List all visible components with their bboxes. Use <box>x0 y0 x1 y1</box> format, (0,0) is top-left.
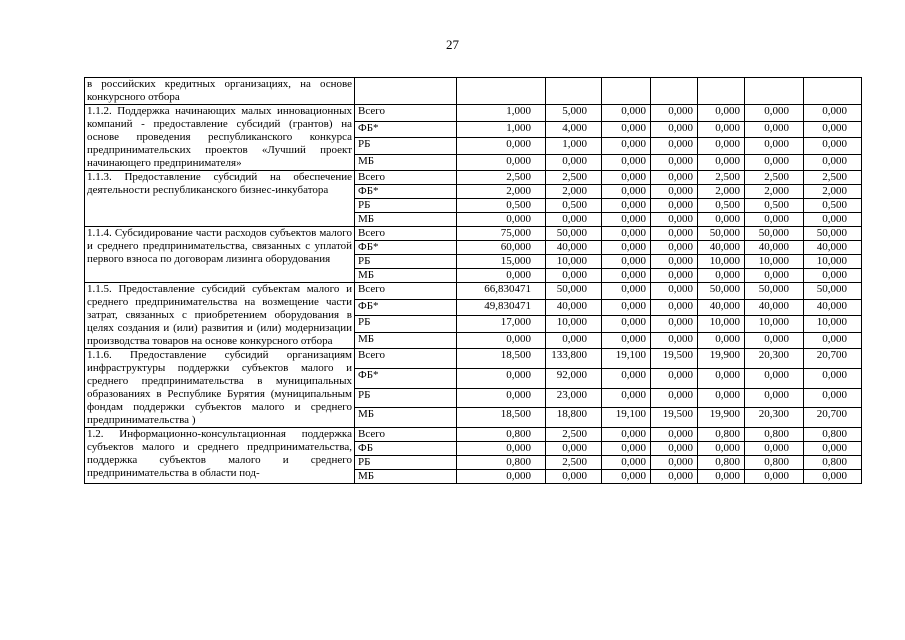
amount-cell: 0,000 <box>457 269 546 283</box>
measure-description: в российских кредитных организациях, на основе конкурсного отбора <box>85 78 355 105</box>
funding-source <box>355 78 457 105</box>
amount-cell: 0,000 <box>804 138 862 155</box>
amount-cell: 2,500 <box>546 171 602 185</box>
amount-cell: 20,300 <box>745 408 804 428</box>
amount-cell: 0,500 <box>546 199 602 213</box>
amount-cell: 133,800 <box>546 349 602 369</box>
amount-cell <box>457 78 546 105</box>
amount-cell: 10,000 <box>745 255 804 269</box>
amount-cell: 19,500 <box>651 349 698 369</box>
amount-cell: 0,000 <box>698 470 745 484</box>
amount-cell: 0,000 <box>804 154 862 171</box>
amount-cell <box>546 78 602 105</box>
amount-cell: 0,000 <box>457 332 546 349</box>
funding-source: РБ <box>355 255 457 269</box>
amount-cell: 19,100 <box>602 349 651 369</box>
amount-cell: 17,000 <box>457 316 546 333</box>
amount-cell: 40,000 <box>546 299 602 316</box>
amount-cell: 0,000 <box>546 213 602 227</box>
amount-cell: 0,000 <box>804 105 862 122</box>
funding-source: ФБ* <box>355 185 457 199</box>
amount-cell: 0,000 <box>651 442 698 456</box>
amount-cell: 0,000 <box>745 121 804 138</box>
table-row <box>85 349 862 369</box>
amount-cell: 0,000 <box>546 442 602 456</box>
amount-cell: 49,830471 <box>457 299 546 316</box>
amount-cell: 0,800 <box>698 428 745 442</box>
amount-cell: 0,000 <box>698 269 745 283</box>
amount-cell: 0,000 <box>651 121 698 138</box>
amount-cell: 2,000 <box>804 185 862 199</box>
amount-cell: 0,000 <box>602 154 651 171</box>
funding-source: РБ <box>355 316 457 333</box>
measure-description: 1.2. Информационно-консультационная поддержка субъектов малого и среднего предпринимательства, поддержка субъектов малого и среднего предпринимательства в области под- <box>85 428 355 484</box>
amount-cell: 0,000 <box>602 388 651 408</box>
amount-cell <box>698 78 745 105</box>
amount-cell: 0,000 <box>698 121 745 138</box>
amount-cell: 0,000 <box>698 368 745 388</box>
amount-cell: 0,000 <box>651 255 698 269</box>
amount-cell: 0,000 <box>745 154 804 171</box>
amount-cell: 0,000 <box>457 368 546 388</box>
amount-cell <box>602 78 651 105</box>
amount-cell: 0,000 <box>804 121 862 138</box>
amount-cell <box>651 78 698 105</box>
amount-cell: 0,000 <box>698 332 745 349</box>
amount-cell: 2,000 <box>698 185 745 199</box>
amount-cell: 50,000 <box>698 227 745 241</box>
amount-cell: 19,900 <box>698 408 745 428</box>
amount-cell: 50,000 <box>745 227 804 241</box>
funding-source: Всего <box>355 283 457 300</box>
amount-cell: 0,000 <box>745 442 804 456</box>
amount-cell: 0,000 <box>546 470 602 484</box>
amount-cell: 2,000 <box>546 185 602 199</box>
amount-cell: 0,500 <box>745 199 804 213</box>
amount-cell: 0,000 <box>546 332 602 349</box>
amount-cell: 2,000 <box>457 185 546 199</box>
amount-cell: 0,000 <box>651 105 698 122</box>
amount-cell: 40,000 <box>804 241 862 255</box>
amount-cell: 1,000 <box>457 121 546 138</box>
amount-cell: 0,000 <box>457 213 546 227</box>
amount-cell: 40,000 <box>745 241 804 255</box>
amount-cell: 10,000 <box>804 316 862 333</box>
amount-cell: 0,000 <box>602 105 651 122</box>
amount-cell: 75,000 <box>457 227 546 241</box>
amount-cell: 0,000 <box>651 154 698 171</box>
amount-cell: 1,000 <box>546 138 602 155</box>
amount-cell: 0,000 <box>745 332 804 349</box>
amount-cell: 23,000 <box>546 388 602 408</box>
funding-source: МБ <box>355 154 457 171</box>
amount-cell: 10,000 <box>698 316 745 333</box>
amount-cell: 50,000 <box>698 283 745 300</box>
amount-cell: 0,800 <box>698 456 745 470</box>
amount-cell: 2,500 <box>745 171 804 185</box>
amount-cell: 40,000 <box>546 241 602 255</box>
amount-cell: 0,000 <box>698 213 745 227</box>
amount-cell: 0,000 <box>546 154 602 171</box>
amount-cell: 4,000 <box>546 121 602 138</box>
amount-cell: 18,800 <box>546 408 602 428</box>
amount-cell: 0,000 <box>745 388 804 408</box>
amount-cell: 40,000 <box>745 299 804 316</box>
measure-description: 1.1.6. Предоставление субсидий организациям инфраструктуры поддержки субъектов малого и среднего предпринимательства в муниципальных образованиях в Республике Бурятия (муниципальным фондам поддержки субъектов малого и среднего предпринимательства ) <box>85 349 355 428</box>
amount-cell: 0,000 <box>804 213 862 227</box>
amount-cell: 19,900 <box>698 349 745 369</box>
amount-cell: 10,000 <box>546 255 602 269</box>
amount-cell: 0,000 <box>698 442 745 456</box>
amount-cell: 0,000 <box>457 138 546 155</box>
amount-cell: 10,000 <box>698 255 745 269</box>
amount-cell: 10,000 <box>804 255 862 269</box>
amount-cell: 0,000 <box>651 470 698 484</box>
amount-cell: 0,500 <box>698 199 745 213</box>
funding-source: МБ <box>355 332 457 349</box>
amount-cell: 2,500 <box>546 428 602 442</box>
measure-description: 1.1.5. Предоставление субсидий субъектам малого и среднего предпринимательства на возмещение части затрат, связанных с приобретением оборудования в целях создания и (или) развития и (или) модернизации производства товаров на основе конкурсного отбора <box>85 283 355 349</box>
amount-cell: 0,800 <box>804 428 862 442</box>
amount-cell: 0,000 <box>804 442 862 456</box>
amount-cell: 60,000 <box>457 241 546 255</box>
amount-cell: 0,000 <box>602 138 651 155</box>
amount-cell: 0,500 <box>457 199 546 213</box>
amount-cell: 0,000 <box>745 105 804 122</box>
amount-cell: 50,000 <box>745 283 804 300</box>
funding-source: РБ <box>355 388 457 408</box>
table-row <box>85 171 862 185</box>
table-row <box>85 105 862 122</box>
page-number: 27 <box>446 37 459 52</box>
measure-description: 1.1.4. Субсидирование части расходов субъектов малого и среднего предпринимательства, связанных с уплатой первого взноса по договорам лизинга оборудования <box>85 227 355 283</box>
amount-cell: 0,000 <box>546 269 602 283</box>
amount-cell: 0,800 <box>457 428 546 442</box>
amount-cell: 0,000 <box>651 185 698 199</box>
amount-cell: 0,000 <box>651 283 698 300</box>
amount-cell: 0,000 <box>602 269 651 283</box>
amount-cell: 0,000 <box>651 138 698 155</box>
amount-cell: 0,800 <box>745 428 804 442</box>
amount-cell: 2,500 <box>804 171 862 185</box>
amount-cell: 0,000 <box>745 368 804 388</box>
amount-cell: 0,500 <box>804 199 862 213</box>
funding-source: Всего <box>355 349 457 369</box>
amount-cell: 0,000 <box>457 154 546 171</box>
amount-cell: 0,000 <box>602 121 651 138</box>
amount-cell: 0,000 <box>602 316 651 333</box>
funding-source: РБ <box>355 199 457 213</box>
table-row <box>85 227 862 241</box>
amount-cell: 18,500 <box>457 349 546 369</box>
measure-description: 1.1.2. Поддержка начинающих малых инновационных компаний - предоставление субсидий (грантов) на основе проведения республиканского конкурса предпринимательских проектов «Лучший проект начинающего предпринимателя» <box>85 105 355 171</box>
budget-table <box>84 77 862 484</box>
amount-cell: 66,830471 <box>457 283 546 300</box>
funding-source: МБ <box>355 269 457 283</box>
measure-description: 1.1.3. Предоставление субсидий на обеспечение деятельности республиканского бизнес-инкубатора <box>85 171 355 227</box>
amount-cell: 20,300 <box>745 349 804 369</box>
amount-cell: 2,500 <box>457 171 546 185</box>
amount-cell: 19,500 <box>651 408 698 428</box>
amount-cell: 0,000 <box>698 138 745 155</box>
amount-cell: 10,000 <box>546 316 602 333</box>
amount-cell: 0,000 <box>602 185 651 199</box>
amount-cell: 40,000 <box>698 241 745 255</box>
amount-cell: 0,000 <box>602 299 651 316</box>
funding-source: МБ <box>355 408 457 428</box>
amount-cell: 2,000 <box>745 185 804 199</box>
amount-cell: 0,000 <box>457 442 546 456</box>
amount-cell: 0,000 <box>651 316 698 333</box>
amount-cell: 0,000 <box>804 269 862 283</box>
amount-cell: 0,000 <box>804 388 862 408</box>
amount-cell: 15,000 <box>457 255 546 269</box>
amount-cell: 0,000 <box>602 442 651 456</box>
table-row <box>85 78 862 105</box>
amount-cell: 0,000 <box>651 368 698 388</box>
amount-cell: 0,000 <box>602 283 651 300</box>
amount-cell: 2,500 <box>546 456 602 470</box>
funding-source: МБ <box>355 470 457 484</box>
amount-cell: 0,000 <box>602 213 651 227</box>
amount-cell: 0,000 <box>698 388 745 408</box>
amount-cell: 0,000 <box>602 255 651 269</box>
amount-cell: 0,000 <box>804 470 862 484</box>
amount-cell: 0,000 <box>651 213 698 227</box>
funding-source: РБ <box>355 138 457 155</box>
amount-cell: 0,000 <box>745 213 804 227</box>
amount-cell: 0,000 <box>804 368 862 388</box>
amount-cell: 0,000 <box>651 227 698 241</box>
funding-source: ФБ* <box>355 241 457 255</box>
amount-cell: 0,000 <box>651 456 698 470</box>
amount-cell: 0,800 <box>804 456 862 470</box>
amount-cell: 0,000 <box>602 368 651 388</box>
funding-source: Всего <box>355 105 457 122</box>
funding-source: РБ <box>355 456 457 470</box>
amount-cell: 50,000 <box>804 227 862 241</box>
amount-cell: 0,000 <box>602 171 651 185</box>
amount-cell: 2,500 <box>698 171 745 185</box>
amount-cell: 0,000 <box>745 138 804 155</box>
amount-cell: 0,000 <box>698 105 745 122</box>
amount-cell: 40,000 <box>804 299 862 316</box>
funding-source: ФБ* <box>355 368 457 388</box>
amount-cell: 0,000 <box>457 388 546 408</box>
amount-cell: 0,000 <box>651 332 698 349</box>
amount-cell: 0,000 <box>745 269 804 283</box>
amount-cell: 50,000 <box>546 283 602 300</box>
amount-cell: 0,000 <box>651 199 698 213</box>
amount-cell: 0,000 <box>651 428 698 442</box>
amount-cell: 0,000 <box>651 388 698 408</box>
funding-source: Всего <box>355 227 457 241</box>
funding-source: ФБ <box>355 442 457 456</box>
amount-cell: 19,100 <box>602 408 651 428</box>
amount-cell: 18,500 <box>457 408 546 428</box>
amount-cell: 0,800 <box>457 456 546 470</box>
amount-cell: 20,700 <box>804 349 862 369</box>
amount-cell: 0,000 <box>602 332 651 349</box>
amount-cell <box>745 78 804 105</box>
amount-cell: 50,000 <box>804 283 862 300</box>
amount-cell: 20,700 <box>804 408 862 428</box>
amount-cell: 10,000 <box>745 316 804 333</box>
amount-cell: 1,000 <box>457 105 546 122</box>
amount-cell: 0,000 <box>651 171 698 185</box>
amount-cell: 0,000 <box>457 470 546 484</box>
amount-cell: 0,000 <box>602 456 651 470</box>
amount-cell: 0,000 <box>745 470 804 484</box>
amount-cell: 92,000 <box>546 368 602 388</box>
amount-cell: 5,000 <box>546 105 602 122</box>
funding-source: ФБ* <box>355 299 457 316</box>
amount-cell: 0,000 <box>602 428 651 442</box>
funding-source: Всего <box>355 428 457 442</box>
amount-cell: 0,000 <box>602 470 651 484</box>
funding-source: ФБ* <box>355 121 457 138</box>
amount-cell: 50,000 <box>546 227 602 241</box>
funding-source: Всего <box>355 171 457 185</box>
amount-cell: 0,000 <box>602 199 651 213</box>
amount-cell: 0,000 <box>698 154 745 171</box>
amount-cell: 0,000 <box>651 241 698 255</box>
funding-source: МБ <box>355 213 457 227</box>
amount-cell <box>804 78 862 105</box>
amount-cell: 0,000 <box>602 227 651 241</box>
amount-cell: 0,000 <box>804 332 862 349</box>
table-row <box>85 283 862 300</box>
amount-cell: 40,000 <box>698 299 745 316</box>
table-row <box>85 428 862 442</box>
amount-cell: 0,000 <box>651 299 698 316</box>
amount-cell: 0,800 <box>745 456 804 470</box>
amount-cell: 0,000 <box>651 269 698 283</box>
amount-cell: 0,000 <box>602 241 651 255</box>
